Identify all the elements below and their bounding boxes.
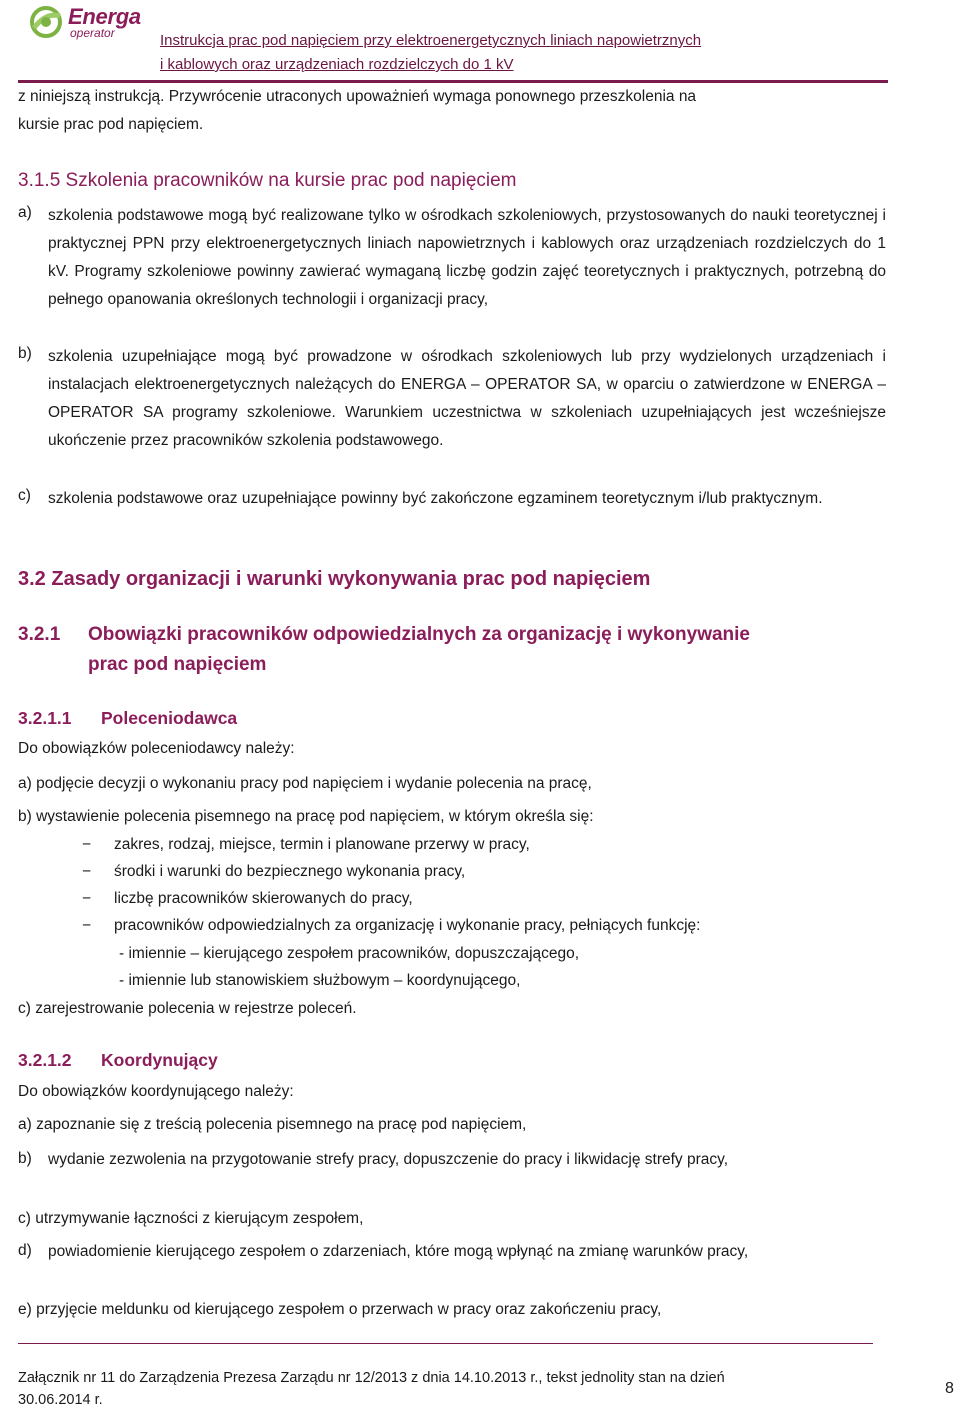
dash-marker: − xyxy=(82,890,92,907)
s315-a-text: szkolenia podstawowe mogą być realizowane tylko w ośrodkach szkoleniowych, przystosowanych do nauki teoretycznej i praktycznej PPN przy elektroenergetycznych liniach napowietrznych i kablowych oraz urządzeniach rozdzielczych do 1 kV. Programy szkoleniowe powinny zawierać wymaganą liczbę godzin zajęć teoretycznych i praktycznych, potrzebną do pełnego opanowania określonych technologii i organizacji pracy, xyxy=(48,207,886,308)
section-3-2-1-2-number: 3.2.1.2 xyxy=(18,1050,72,1070)
section-3-2-1-1-title: Poleceniodawca xyxy=(101,708,238,728)
dash-marker: − xyxy=(82,836,92,853)
s3211-sub1: - imiennie – kierującego zespołem pracowników, dopuszczającego, xyxy=(119,945,580,962)
s3212-b-marker: b) xyxy=(18,1150,32,1167)
s315-b-text: szkolenia uzupełniające mogą być prowadzone w ośrodkach szkoleniowych lub przy wydzielonych urządzeniach i instalacjach elektroenergetycznych należących do ENERGA – OPERATOR SA, w oparciu o zatwierdzone w ENERGA – OPERATOR SA programy szkoleniowe. Warunkiem uczestnictwa w szkoleniach uzupełniających jest wcześniejsze ukończenie przez pracowników szkolenia podstawowego. xyxy=(48,348,886,449)
header-title-line1: Instrukcja prac pod napięciem przy elektroenergetycznych liniach napowietrznych xyxy=(160,32,702,49)
s3211-sub2: - imiennie lub stanowiskiem służbowym – koordynującego, xyxy=(119,972,521,989)
s3211-item-c: c) zarejestrowanie polecenia w rejestrze poleceń. xyxy=(18,1000,357,1017)
section-3-2-1-1-number: 3.2.1.1 xyxy=(18,708,72,728)
s315-c-text: szkolenia podstawowe oraz uzupełniające powinny być zakończone egzaminem teoretycznym i/lub praktycznym. xyxy=(48,490,823,507)
s315-c-marker: c) xyxy=(18,487,31,504)
logo-name: Energa xyxy=(68,4,141,29)
s3211-dash2: środki i warunki do bezpiecznego wykonania pracy, xyxy=(114,863,466,880)
s3212-item-c: c) utrzymywanie łączności z kierującym zespołem, xyxy=(18,1210,364,1227)
s315-b-marker: b) xyxy=(18,345,32,362)
intro-line2: kursie prac pod napięciem. xyxy=(18,116,204,133)
section-3-1-5-heading: 3.1.5 Szkolenia pracowników na kursie prac pod napięciem xyxy=(18,170,517,191)
page-number: 8 xyxy=(945,1380,954,1397)
header-title-line2: i kablowych oraz urządzeniach rozdzielczych do 1 kV xyxy=(160,56,514,73)
s3211-item-a: a) podjęcie decyzji o wykonaniu pracy pod napięciem i wydanie polecenia na pracę, xyxy=(18,775,592,792)
header-divider xyxy=(18,80,888,83)
intro-line1: z niniejszą instrukcją. Przywrócenie utraconych upoważnień wymaga ponownego przeszkolenia na xyxy=(18,88,697,105)
s3212-intro: Do obowiązków koordynującego należy: xyxy=(18,1083,294,1100)
s3211-item-b: b) wystawienie polecenia pisemnego na pracę pod napięciem, w którym określa się: xyxy=(18,808,594,825)
footer-divider xyxy=(18,1343,873,1344)
s3212-d-text: powiadomienie kierującego zespołem o zdarzeniach, które mogą wpłynąć na zmianę warunków pracy, xyxy=(48,1243,749,1260)
s3211-intro: Do obowiązków poleceniodawcy należy: xyxy=(18,740,295,757)
dash-marker: − xyxy=(82,917,92,934)
section-3-2-1-heading-line1: Obowiązki pracowników odpowiedzialnych za organizację i wykonywanie xyxy=(88,624,750,645)
s3212-item-a: a) zapoznanie się z treścią polecenia pisemnego na pracę pod napięciem, xyxy=(18,1116,527,1133)
s3211-dash3: liczbę pracowników skierowanych do pracy, xyxy=(114,890,413,907)
s3211-dash1: zakres, rodzaj, miejsce, termin i planowane przerwy w pracy, xyxy=(114,836,530,853)
footer-line1: Załącznik nr 11 do Zarządzenia Prezesa Zarządu nr 12/2013 z dnia 14.10.2013 r., tekst jednolity stan na dzień xyxy=(18,1370,725,1386)
section-3-2-heading: 3.2 Zasady organizacji i warunki wykonywania prac pod napięciem xyxy=(18,568,651,590)
section-3-2-1-heading-line2: prac pod napięciem xyxy=(88,654,267,675)
section-3-2-1-number: 3.2.1 xyxy=(18,624,61,645)
s315-a-marker: a) xyxy=(18,204,32,221)
s3212-d-marker: d) xyxy=(18,1242,32,1259)
section-3-2-1-2-title: Koordynujący xyxy=(101,1050,218,1070)
s3212-b-text: wydanie zezwolenia na przygotowanie strefy pracy, dopuszczenie do pracy i likwidację strefy pracy, xyxy=(48,1151,729,1168)
footer-line2: 30.06.2014 r. xyxy=(18,1392,103,1408)
logo-sub: operator xyxy=(70,26,115,40)
s3212-item-e: e) przyjęcie meldunku od kierującego zespołem o przerwach w pracy oraz zakończeniu pracy, xyxy=(18,1301,662,1318)
s3211-dash4: pracowników odpowiedzialnych za organizację i wykonanie pracy, pełniących funkcję: xyxy=(114,917,701,934)
dash-marker: − xyxy=(82,863,92,880)
